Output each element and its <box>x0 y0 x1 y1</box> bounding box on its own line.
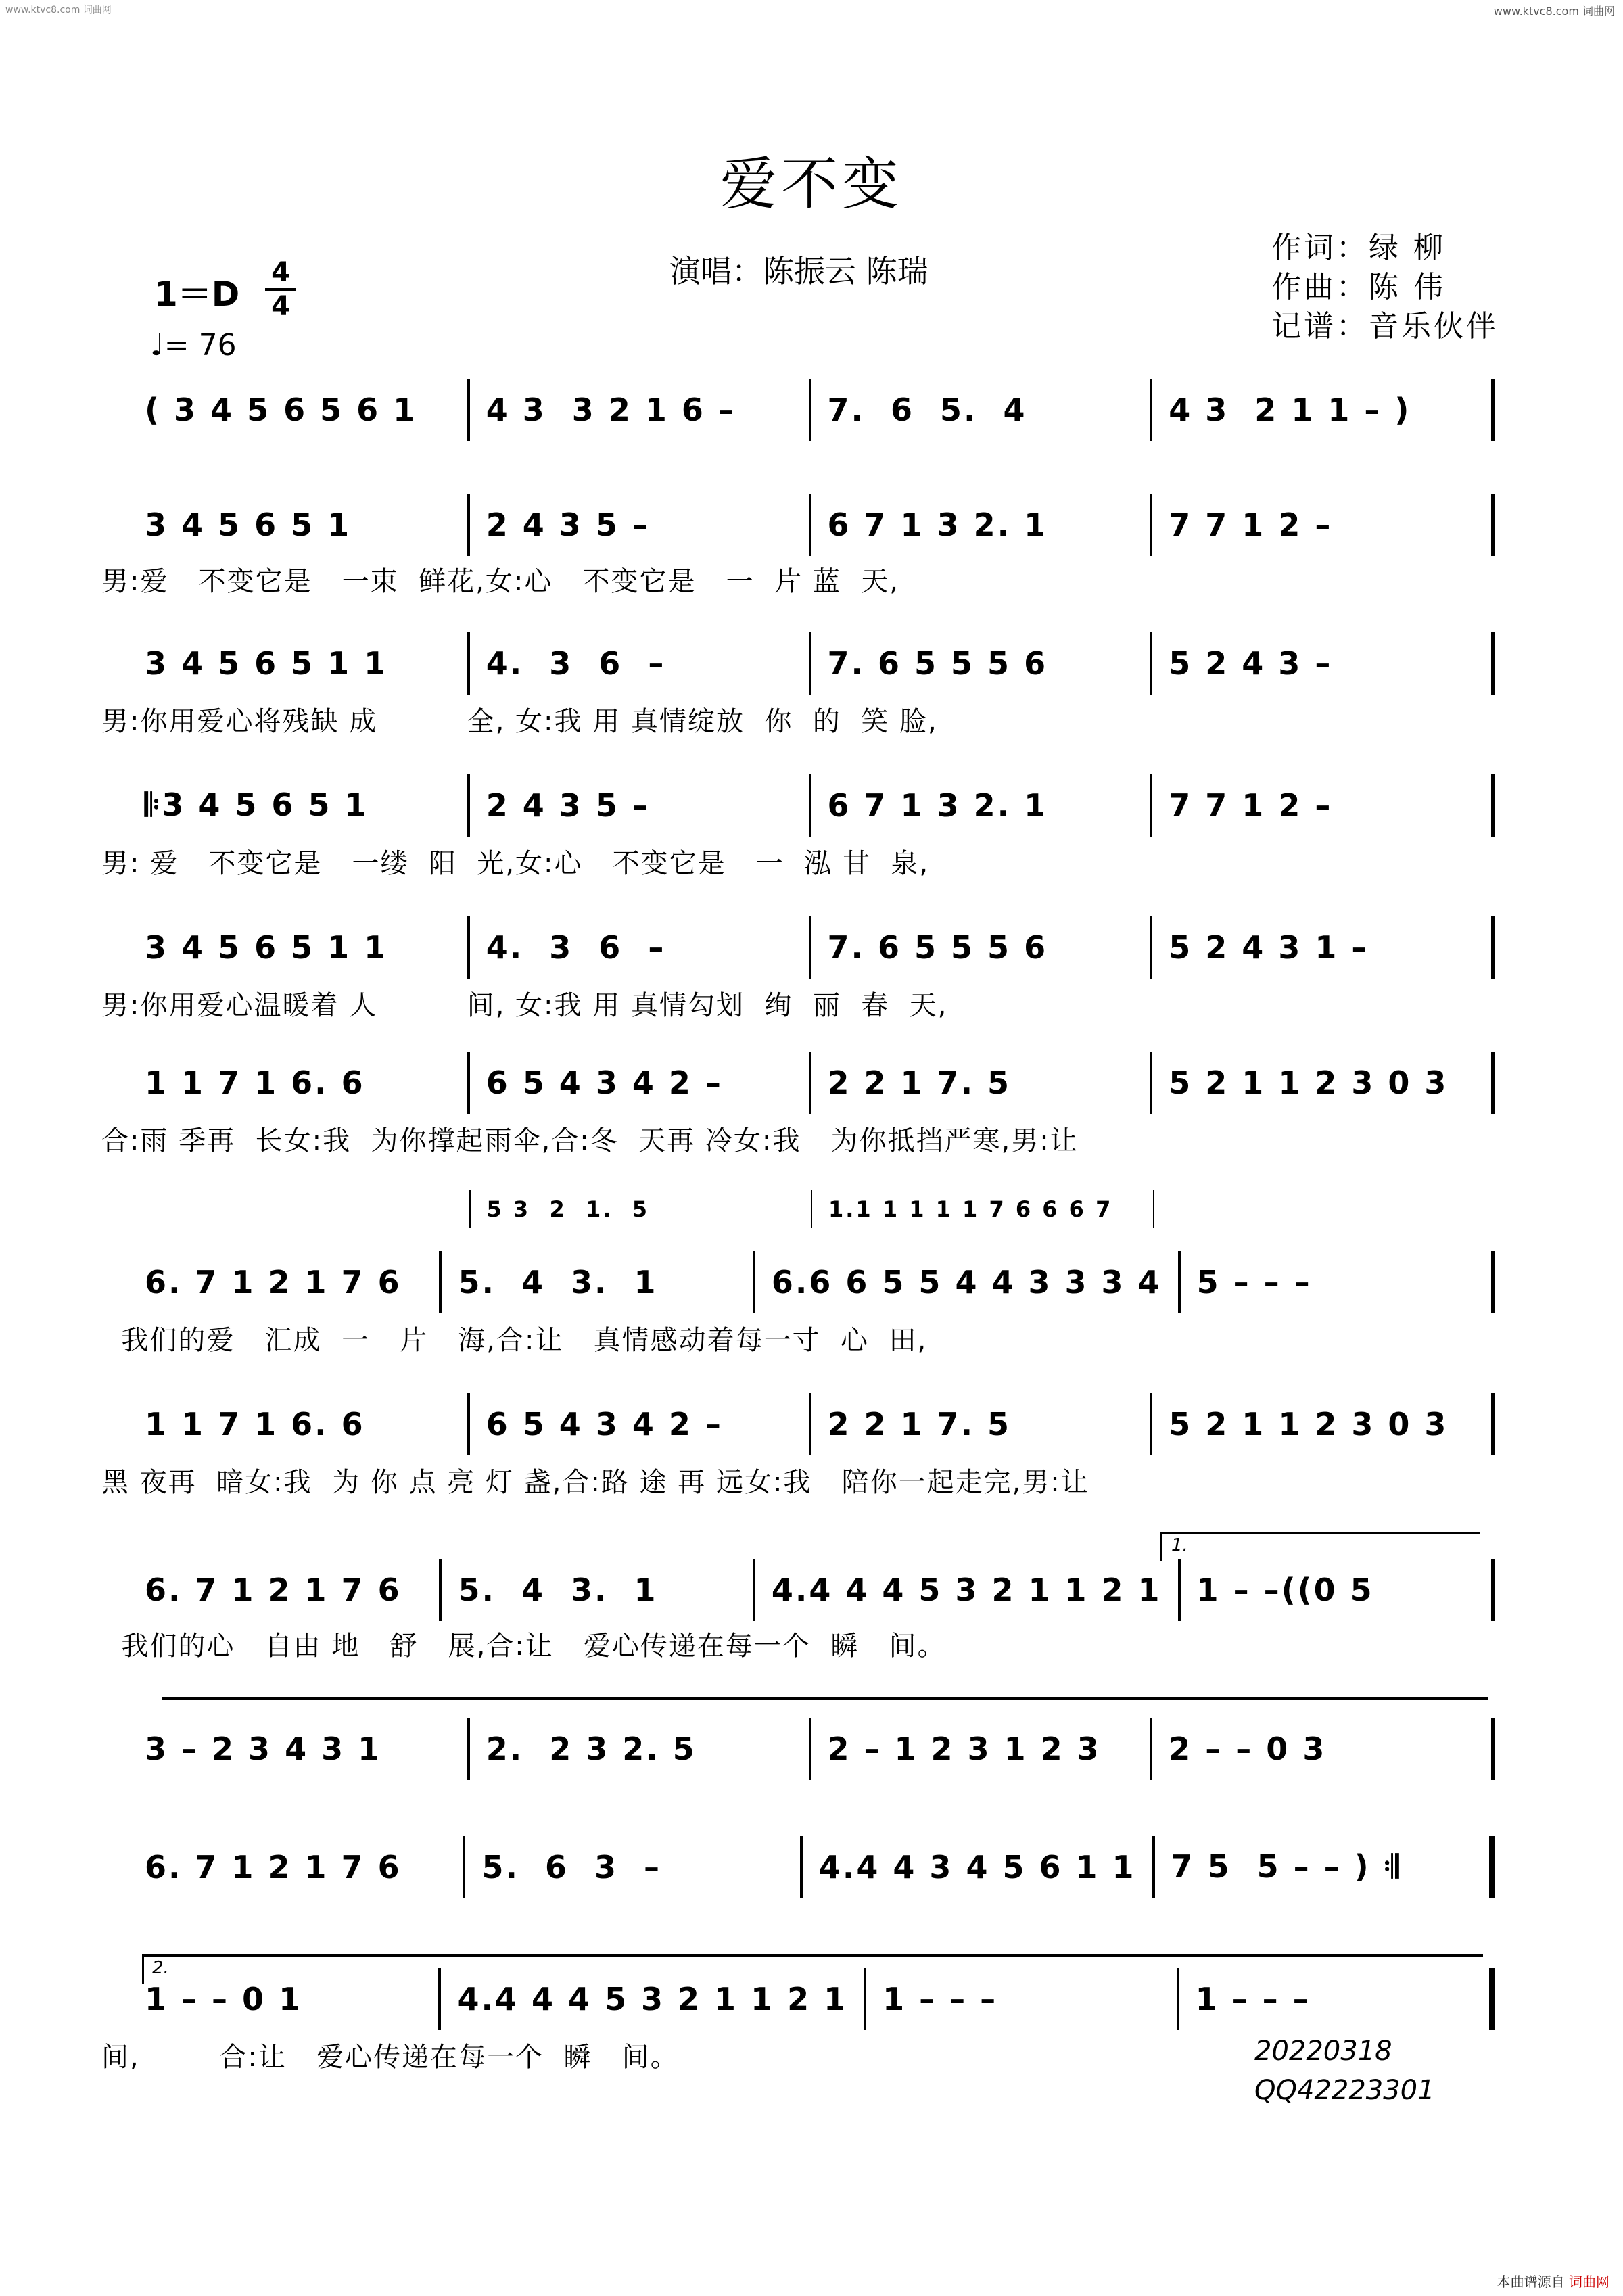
watermark-top-left: www.ktvc8.com 词曲网 <box>5 5 112 16</box>
watermark-top-right: www.ktvc8.com 词曲网 <box>1493 5 1615 18</box>
time-signature-top: 4 <box>271 257 290 288</box>
measure: 7 7 1 2 – <box>1152 774 1495 837</box>
measure: 2 4 3 5 – <box>470 494 812 556</box>
measure: 1 1 7 1 6. 6 <box>128 1393 470 1455</box>
measure: 2 2 1 7. 5 <box>812 1052 1153 1114</box>
measure: 2 4 3 5 – <box>470 774 812 837</box>
time-signature-bottom: 4 <box>271 291 290 322</box>
transcriber-credit: 记谱：音乐伙伴 <box>1271 309 1499 344</box>
lyric-line: 我们的心 自由 地 舒 展,合:让 爱心传递在每一个 瞬 间。 <box>101 1631 946 1662</box>
measure: 7. 6 5 5 5 6 <box>812 632 1153 695</box>
measure: 4.4 4 4 5 3 2 1 1 2 1 <box>441 1968 866 2030</box>
staff-system-cue <box>128 1190 1495 1228</box>
staff-system-12 <box>128 1968 1495 2030</box>
staff-system-5 <box>128 916 1495 979</box>
measure: 𝄆3 4 5 6 5 1 <box>128 774 470 837</box>
staff-system-9 <box>128 1559 1495 1621</box>
staff-system-1 <box>128 379 1495 441</box>
lyricist-credit: 作词：绿 柳 <box>1271 231 1446 265</box>
measure: 4. 3 6 – <box>470 916 812 979</box>
key-signature: 1＝D <box>154 275 240 314</box>
measure: 5. 4 3. 1 <box>442 1559 755 1621</box>
composer-credit: 作曲：陈 伟 <box>1271 270 1446 304</box>
measure: 5 2 1 1 2 3 0 3 <box>1152 1052 1495 1114</box>
measure: 6. 7 1 2 1 7 6 <box>128 1251 442 1313</box>
measure: 6 5 4 3 4 2 – <box>470 1052 812 1114</box>
measure: 3 4 5 6 5 1 1 <box>128 916 470 979</box>
measure <box>128 1190 471 1228</box>
measure: 1.1 1 1 1 1 7 6 6 6 7 <box>812 1190 1154 1228</box>
lyric-line: 合:雨 季再 长女:我 为你撑起雨伞,合:冬 天再 冷女:我 为你抵挡严寒,男:让 <box>101 1125 1079 1156</box>
measure: 7 5 5 – – ) 𝄇 <box>1155 1836 1495 1898</box>
staff-system-8 <box>128 1393 1495 1455</box>
staff-system-10 <box>128 1718 1495 1780</box>
lyric-line: 男:爱 不变它是 一束 鲜花,女:心 不变它是 一 片 蓝 天, <box>101 566 899 597</box>
watermark-source-text: 本曲谱源自 <box>1497 2274 1565 2290</box>
measure: 1 – –((0 5 <box>1181 1559 1495 1621</box>
volta-label-2: 2. <box>152 1958 169 1978</box>
measure: 3 4 5 6 5 1 <box>128 494 470 556</box>
measure: 1 – – – <box>1179 1968 1495 2030</box>
measure: 6. 7 1 2 1 7 6 <box>128 1559 442 1621</box>
staff-system-2 <box>128 494 1495 556</box>
measure: 5 3 2 1. 5 <box>471 1190 813 1228</box>
volta-label-1: 1. <box>1171 1535 1188 1555</box>
staff-system-6 <box>128 1052 1495 1114</box>
measure: 5. 4 3. 1 <box>442 1251 755 1313</box>
staff-system-11 <box>128 1836 1495 1898</box>
singer-credit: 演唱：陈振云 陈瑞 <box>669 253 928 289</box>
lyric-line: 男: 爱 不变它是 一缕 阳 光,女:心 不变它是 一 泓 甘 泉, <box>101 848 930 879</box>
measure: 2 – – 0 3 <box>1152 1718 1495 1780</box>
staff-system-3 <box>128 632 1495 695</box>
divider-line <box>162 1697 1488 1700</box>
measure: 7 7 1 2 – <box>1152 494 1495 556</box>
watermark-site-text: 词曲网 <box>1569 2274 1609 2290</box>
staff-system-7 <box>128 1251 1495 1313</box>
lyric-line: 我们的爱 汇成 一 片 海,合:让 真情感动着每一寸 心 田, <box>101 1325 928 1356</box>
measure: 5 2 1 1 2 3 0 3 <box>1152 1393 1495 1455</box>
measure: 5. 6 3 – <box>465 1836 802 1898</box>
measure: 7. 6 5 5 5 6 <box>812 916 1153 979</box>
lyric-line: 男:你用爱心将残缺 成 全, 女:我 用 真情绽放 你 的 笑 脸, <box>101 706 938 737</box>
measure: 4. 3 6 – <box>470 632 812 695</box>
measure: 3 – 2 3 4 3 1 <box>128 1718 470 1780</box>
measure: 5 2 4 3 1 – <box>1152 916 1495 979</box>
lyric-line: 间, 合:让 爱心传递在每一个 瞬 间。 <box>101 2042 679 2073</box>
measure: 4 3 2 1 1 – ) <box>1152 379 1495 441</box>
measure: 3 4 5 6 5 1 1 <box>128 632 470 695</box>
measure: 1 1 7 1 6. 6 <box>128 1052 470 1114</box>
footer-qq: QQ42223301 <box>1254 2075 1435 2106</box>
lyric-line: 男:你用爱心温暖着 人 间, 女:我 用 真情勾划 绚 丽 春 天, <box>101 990 948 1021</box>
measure: 6. 7 1 2 1 7 6 <box>128 1836 465 1898</box>
measure: 4.4 4 4 5 3 2 1 1 2 1 <box>755 1559 1181 1621</box>
time-signature <box>264 257 298 322</box>
measure: 7. 6 5. 4 <box>812 379 1153 441</box>
footer-date: 20220318 <box>1254 2036 1392 2067</box>
watermark-bottom-right <box>1497 2271 1609 2291</box>
measure: 6 7 1 3 2. 1 <box>812 774 1153 837</box>
measure: ( 3 4 5 6 5 6 1 <box>128 379 470 441</box>
measure: 2 2 1 7. 5 <box>812 1393 1153 1455</box>
measure: 4.4 4 3 4 5 6 1 1 <box>803 1836 1155 1898</box>
measure: 1 – – 0 1 <box>128 1968 441 2030</box>
measure: 1 – – – <box>866 1968 1179 2030</box>
measure: 2. 2 3 2. 5 <box>470 1718 812 1780</box>
measure: 6.6 6 5 5 4 4 3 3 3 4 <box>755 1251 1181 1313</box>
measure: 6 5 4 3 4 2 – <box>470 1393 812 1455</box>
volta-bracket-1 <box>1160 1532 1480 1561</box>
measure: 5 2 4 3 – <box>1152 632 1495 695</box>
measure: 6 7 1 3 2. 1 <box>812 494 1153 556</box>
measure: 2 – 1 2 3 1 2 3 <box>812 1718 1153 1780</box>
staff-system-4 <box>128 774 1495 837</box>
measure: 4 3 3 2 1 6 – <box>470 379 812 441</box>
tempo-marking: ♩= 76 <box>150 328 237 362</box>
measure: 5 – – – <box>1181 1251 1495 1313</box>
score-title: 爱不变 <box>720 151 903 217</box>
lyric-line: 黑 夜再 暗女:我 为 你 点 亮 灯 盏,合:路 途 再 远女:我 陪你一起走完,男:让 <box>101 1467 1089 1498</box>
measure <box>1154 1190 1495 1228</box>
